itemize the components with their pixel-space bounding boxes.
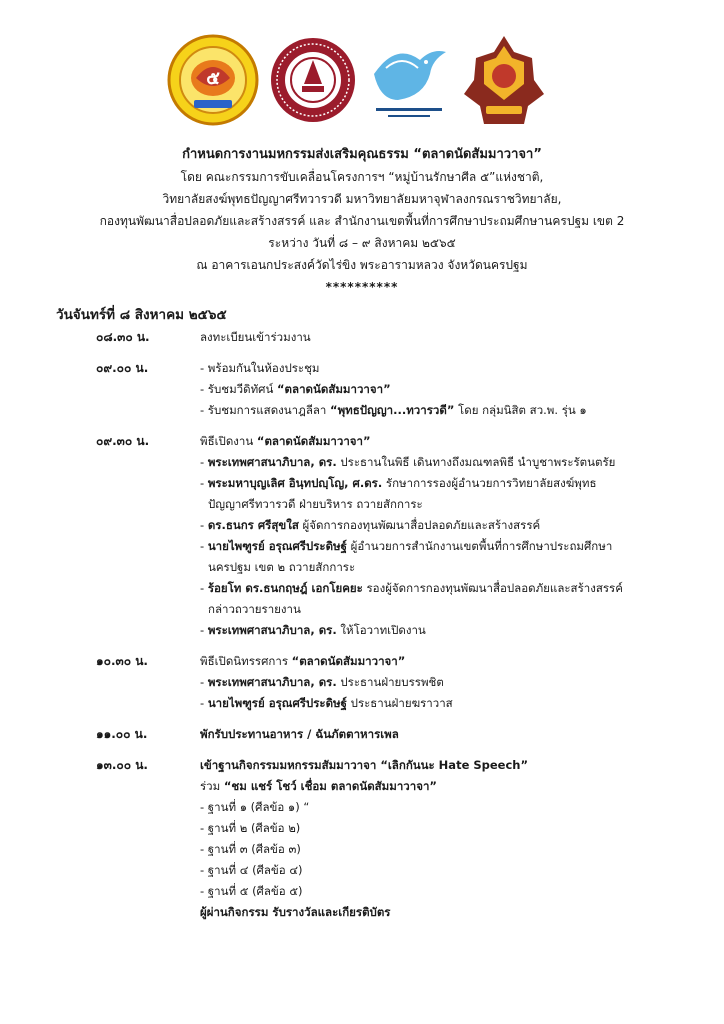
entry-subtitle: ร่วม “ชม แชร์ โชว์ เชื่อม ตลาดนัดสัมมาวาจา” xyxy=(200,779,437,793)
entry-time: ๑๑.๐๐ น. xyxy=(96,727,148,741)
entry-title: พิธีเปิดนิทรรศการ “ตลาดนัดสัมมาวาจา” xyxy=(200,654,406,668)
organizer-line-3: กองทุนพัฒนาสื่อปลอดภัยและสร้างสรรค์ และ สำนักงานเขตพื้นที่การศึกษาประถมศึกษานครปฐม เขต 2 xyxy=(99,214,625,228)
list-item: - ดร.ธนกร ศรีสุขใส ผู้จัดการกองทุนพัฒนาสื่อปลอดภัยและสร้างสรรค์ xyxy=(200,518,541,532)
entry-time: ๐๙.๐๐ น. xyxy=(96,361,149,375)
schedule xyxy=(0,327,724,933)
title-prefix: กำหนดการงานมหกรรมส่งเสริมคุณธรรม xyxy=(182,147,409,162)
list-item: - พระเทพศาสนาภิบาล, ดร. ให้โอวาทเปิดงาน xyxy=(200,623,426,637)
organizer-line-2: วิทยาลัยสงฆ์พุทธปัญญาศรีทวารวดี มหาวิทยาลัยมหาจุฬาลงกรณราชวิทยาลัย, xyxy=(162,192,562,206)
separator-stars: ********** xyxy=(325,280,399,294)
list-item-continuation: กล่าวถวายรายงาน xyxy=(208,602,301,616)
schedule-entry xyxy=(0,327,724,348)
entry-time: ๑๐.๓๐ น. xyxy=(96,654,148,668)
buddhist-college-seal-icon xyxy=(270,34,356,126)
list-item: - นายไพฑูรย์ อรุณศรีประดิษฐ์ ผู้อำนวยการสำนักงานเขตพื้นที่การศึกษาประถมศึกษา xyxy=(200,539,613,553)
list-item-continuation: นครปฐม เขต ๒ ถวายสักการะ xyxy=(208,560,356,574)
dove-media-fund-logo-icon xyxy=(366,34,452,126)
event-venue: ณ อาคารเอนกประสงค์วัดไร่ขิง พระอารามหลวง จังหวัดนครปฐม xyxy=(196,258,528,272)
entry-time: ๐๙.๓๐ น. xyxy=(96,434,150,448)
list-item: - พร้อมกันในห้องประชุม xyxy=(200,361,320,375)
list-item: - ฐานที่ ๒ (ศีลข้อ ๒) xyxy=(200,821,301,835)
entry-time: ๐๘.๓๐ น. xyxy=(96,330,150,344)
list-item: - พระเทพศาสนาภิบาล, ดร. ประธานในพิธี เดินทางถึงมณฑลพิธี นำบูชาพระรัตนตรัย xyxy=(200,455,616,469)
list-item: - ร้อยโท ดร.ธนกฤษฎ์ เอกโยคยะ รองผู้จัดการกองทุนพัฒนาสื่อปลอดภัยและสร้างสรรค์ xyxy=(200,581,623,595)
entry-title: พิธีเปิดงาน “ตลาดนัดสัมมาวาจา” xyxy=(200,434,371,448)
village-precepts-emblem-icon xyxy=(166,34,260,126)
entry-title: เข้าฐานกิจกรรมมหกรรมสัมมาวาจา “เลิกกันนะ Hate Speech” xyxy=(200,758,529,772)
organizer-line: โดย คณะกรรมการขับเคลื่อนโครงการฯ “หมู่บ้านรักษาศีล ๕”แห่งชาติ, xyxy=(180,170,544,184)
schedule-entry xyxy=(0,651,724,714)
title-quote: “ตลาดนัดสัมมาวาจา” xyxy=(413,147,542,162)
entry-time: ๑๓.๐๐ น. xyxy=(96,758,148,772)
schedule-entry xyxy=(0,724,724,745)
schedule-entry xyxy=(0,431,724,641)
event-dates: ระหว่าง วันที่ ๘ – ๙ สิงหาคม ๒๕๖๕ xyxy=(268,236,456,250)
education-office-emblem-icon xyxy=(462,34,546,126)
list-item: - รับชมวีดิทัศน์ “ตลาดนัดสัมมาวาจา” xyxy=(200,382,391,396)
list-item-continuation: ปัญญาศรีทวารวดี ฝ่ายบริหาร ถวายสักการะ xyxy=(208,497,423,511)
list-item: - ฐานที่ ๔ (ศีลข้อ ๔) xyxy=(200,863,303,877)
list-item: - ฐานที่ ๓ (ศีลข้อ ๓) xyxy=(200,842,301,856)
schedule-entry xyxy=(0,358,724,421)
schedule-entry xyxy=(0,755,724,923)
list-item: - ฐานที่ ๕ (ศีลข้อ ๕) xyxy=(200,884,303,898)
document-header xyxy=(0,144,724,298)
list-item: - รับชมการแสดงนาฎลีลา “พุทธปัญญา...ทวารวดี” โดย กลุ่มนิสิต สว.พ. รุ่น ๑ xyxy=(200,403,587,417)
list-item: - นายไพฑูรย์ อรุณศรีประดิษฐ์ ประธานฝ่ายฆราวาส xyxy=(200,696,453,710)
entry-title: พักรับประทานอาหาร / ฉันภัตตาหารเพล xyxy=(200,727,399,741)
logo-row xyxy=(0,34,724,126)
entry-title: ลงทะเบียนเข้าร่วมงาน xyxy=(200,330,311,344)
list-item: - พระเทพศาสนาภิบาล, ดร. ประธานฝ่ายบรรพชิต xyxy=(200,675,444,689)
closing-note: ผู้ผ่านกิจกรรม รับรางวัลและเกียรติบัตร xyxy=(200,905,391,919)
day-heading: วันจันทร์ที่ ๘ สิงหาคม ๒๕๖๕ xyxy=(56,307,227,323)
list-item: - พระมหาบุญเลิศ อินฺทปญฺโญ, ศ.ดร. รักษาการรองผู้อำนวยการวิทยาลัยสงฆ์พุทธ xyxy=(200,476,597,490)
list-item: - ฐานที่ ๑ (ศีลข้อ ๑) “ xyxy=(200,800,310,814)
svg-text:๕: ๕ xyxy=(206,68,220,89)
document-title xyxy=(0,144,724,166)
